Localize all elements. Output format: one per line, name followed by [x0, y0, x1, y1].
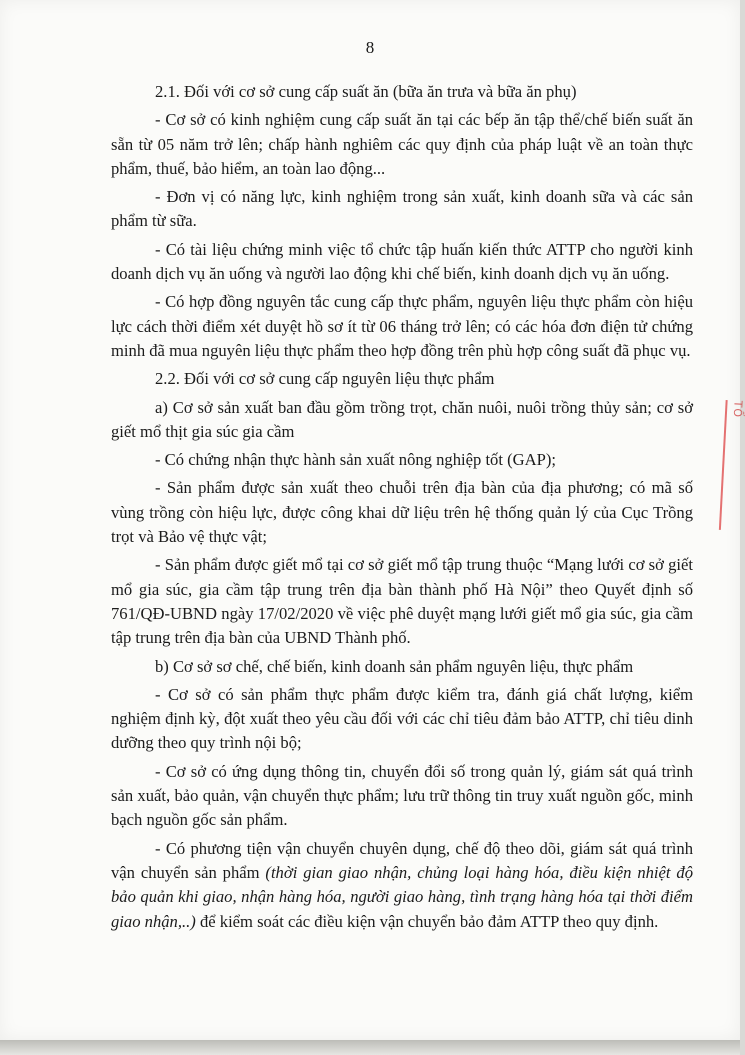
italic-note: (thời gian giao nhận, chủng loại hàng hóa, điều kiện nhiệt độ bảo quản khi giao, nhận hàng hóa, người giao hàng, tình trạng hàng hóa tại thời điểm giao nhận,..)	[111, 862, 693, 931]
red-stamp-mark	[704, 399, 743, 540]
paragraph: - Cơ sở có sản phẩm thực phẩm được kiểm tra, đánh giá chất lượng, kiểm nghiệm định kỳ, đột xuất theo yêu cầu đối với các chỉ tiêu đảm bảo ATTP, chỉ tiêu dinh dưỡng theo quy trình nội bộ;	[111, 684, 693, 753]
section-2-1-heading: 2.1. Đối với cơ sở cung cấp suất ăn (bữa ăn trưa và bữa ăn phụ)	[155, 82, 577, 101]
subsection-a-heading: a) Cơ sở sản xuất ban đầu gồm trồng trọt, chăn nuôi, nuôi trồng thủy sản; cơ sở giết mổ thịt gia súc gia cầm	[111, 397, 693, 441]
paragraph: - Có chứng nhận thực hành sản xuất nông nghiệp tốt (GAP);	[155, 450, 556, 470]
page-number: 8	[365, 38, 375, 57]
text-run: để kiểm soát các điều kiện vận chuyển bảo đảm ATTP theo quy định.	[195, 911, 659, 931]
paragraph: - Cơ sở có ứng dụng thông tin, chuyển đổi số trong quản lý, giám sát quá trình sản xuất, bảo quản, vận chuyển thực phẩm; lưu trữ thông tin truy xuất nguồn gốc, minh bạch nguồn gốc sản phẩm.	[111, 761, 693, 830]
paragraph: - Cơ sở có kinh nghiệm cung cấp suất ăn tại các bếp ăn tập thể/chế biến suất ăn sẵn từ 05 năm trở lên; chấp hành nghiêm các quy định của pháp luật về an toàn thực phẩm, thuế, bảo hiểm, an toàn lao động...	[111, 110, 693, 178]
section-2-2-heading: 2.2. Đối với cơ sở cung cấp nguyên liệu thực phẩm	[155, 369, 495, 389]
subsection-b-heading: b) Cơ sở sơ chế, chế biến, kinh doanh sản phẩm nguyên liệu, thực phẩm	[155, 656, 634, 676]
paragraph: - Đơn vị có năng lực, kinh nghiệm trong sản xuất, kinh doanh sữa và các sản phẩm từ sữa.	[111, 187, 693, 231]
paragraph: - Có tài liệu chứng minh việc tổ chức tập huấn kiến thức ATTP cho người kinh doanh dịch vụ ăn uống và người lao động khi chế biến, kinh doanh dịch vụ ăn uống.	[111, 239, 693, 284]
document-body	[111, 80, 693, 934]
paragraph: - Sản phẩm được giết mổ tại cơ sở giết mổ tập trung thuộc “Mạng lưới cơ sở giết mổ gia súc, gia cầm tập trung trên địa bàn thành phố Hà Nội” theo Quyết định số 761/QĐ-UBND ngày 17/02/2020 về việc phê duyệt mạng lưới giết mổ gia súc, gia cầm tập trung trên địa bàn của UBND Thành phố.	[111, 555, 693, 648]
stamp-line	[719, 400, 728, 530]
paragraph: - Sản phẩm được sản xuất theo chuỗi trên địa bàn của địa phương; có mã số vùng trồng còn hiệu lực, được công khai dữ liệu trên hệ thống quản lý của Cục Trồng trọt và Bảo vệ thực vật;	[111, 478, 693, 547]
page-bottom-edge	[0, 1040, 740, 1055]
stamp-text: TỔ	[730, 400, 745, 419]
paragraph: - Có hợp đồng nguyên tắc cung cấp thực phẩm, nguyên liệu thực phẩm còn hiệu lực cách thời điểm xét duyệt hồ sơ ít từ 06 tháng trở lên; có các hóa đơn điện tử chứng minh đã mua nguyên liệu thực phẩm theo hợp đồng trên phù hợp công suất đã phục vụ.	[111, 292, 693, 360]
text-run: - Có phương tiện vận chuyển chuyên dụng, chế độ theo dõi, giám sát quá trình vận chuyển sản phẩm	[111, 838, 693, 882]
paragraph-last	[111, 837, 693, 934]
